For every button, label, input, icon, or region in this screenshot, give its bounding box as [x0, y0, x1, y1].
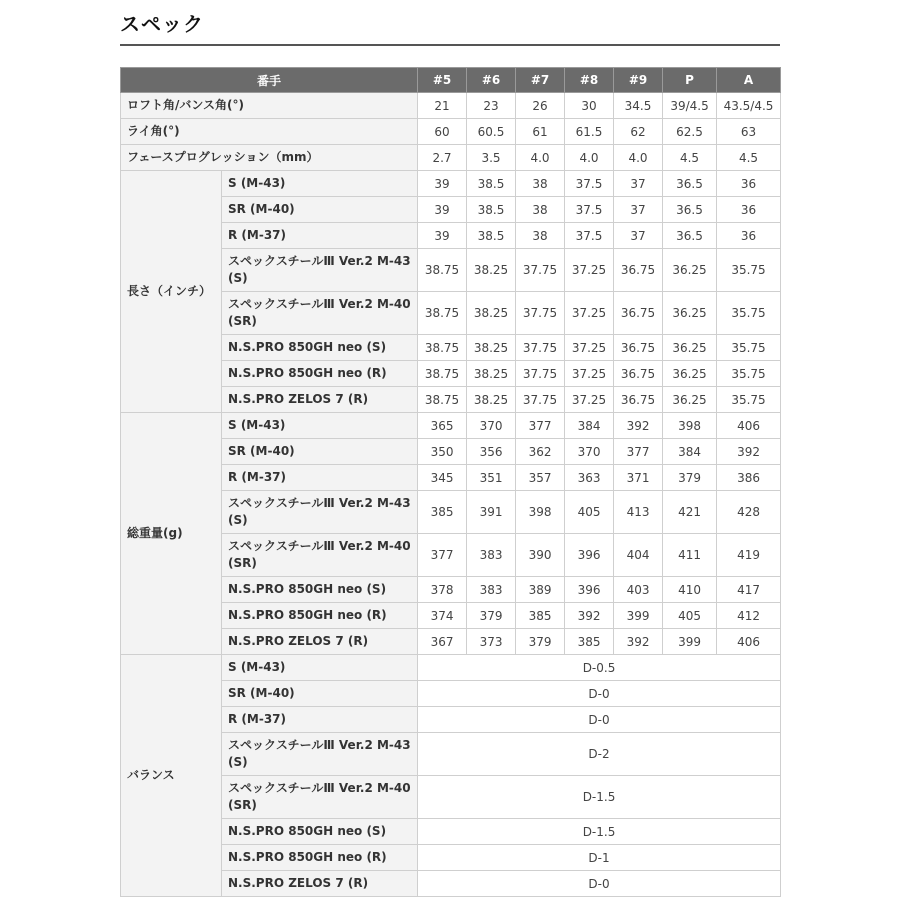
length-value: 38.5 [467, 197, 516, 223]
spec-row [121, 93, 781, 119]
header-club: #7 [516, 68, 565, 93]
header-club: #5 [418, 68, 467, 93]
weight-value: 389 [516, 577, 565, 603]
length-value: 36.25 [663, 249, 717, 292]
length-value: 38.25 [467, 387, 516, 413]
length-value: 38.75 [418, 361, 467, 387]
title-divider [120, 44, 780, 46]
weight-value: 350 [418, 439, 467, 465]
shaft-label: スペックスチールⅢ Ver.2 M-40 (SR) [222, 776, 418, 819]
length-value: 37.25 [565, 335, 614, 361]
balance-group-label: バランス [121, 655, 222, 897]
length-value: 38.25 [467, 361, 516, 387]
weight-value: 405 [565, 491, 614, 534]
shaft-label: スペックスチールⅢ Ver.2 M-40 (SR) [222, 534, 418, 577]
length-value: 35.75 [717, 292, 781, 335]
shaft-label: S (M-43) [222, 413, 418, 439]
weight-value: 357 [516, 465, 565, 491]
length-value: 37.5 [565, 197, 614, 223]
spec-value: 60.5 [467, 119, 516, 145]
spec-label: ライ角(°) [121, 119, 418, 145]
length-value: 36.75 [614, 292, 663, 335]
shaft-label: スペックスチールⅢ Ver.2 M-40 (SR) [222, 292, 418, 335]
weight-value: 385 [418, 491, 467, 534]
spec-value: 23 [467, 93, 516, 119]
shaft-label: N.S.PRO 850GH neo (S) [222, 819, 418, 845]
shaft-label: S (M-43) [222, 171, 418, 197]
weight-value: 391 [467, 491, 516, 534]
weight-value: 379 [663, 465, 717, 491]
length-value: 36.75 [614, 335, 663, 361]
length-value: 36 [717, 171, 781, 197]
balance-value: D-1 [418, 845, 781, 871]
weight-value: 411 [663, 534, 717, 577]
length-value: 38.75 [418, 387, 467, 413]
length-value: 39 [418, 171, 467, 197]
length-value: 36.75 [614, 361, 663, 387]
header-club: #6 [467, 68, 516, 93]
weight-value: 373 [467, 629, 516, 655]
length-value: 37.75 [516, 387, 565, 413]
weight-value: 383 [467, 534, 516, 577]
length-value: 38.75 [418, 292, 467, 335]
weight-value: 371 [614, 465, 663, 491]
length-value: 38 [516, 223, 565, 249]
weight-value: 405 [663, 603, 717, 629]
weight-value: 403 [614, 577, 663, 603]
weight-value: 399 [614, 603, 663, 629]
weight-value: 362 [516, 439, 565, 465]
length-value: 36.5 [663, 171, 717, 197]
balance-value: D-2 [418, 733, 781, 776]
balance-value: D-0 [418, 871, 781, 897]
spec-value: 62 [614, 119, 663, 145]
length-value: 37.25 [565, 361, 614, 387]
spec-value: 34.5 [614, 93, 663, 119]
weight-value: 379 [467, 603, 516, 629]
weight-value: 363 [565, 465, 614, 491]
spec-table [120, 67, 781, 897]
length-value: 37.5 [565, 223, 614, 249]
weight-value: 383 [467, 577, 516, 603]
spec-row [121, 145, 781, 171]
balance-value: D-1.5 [418, 819, 781, 845]
weight-value: 374 [418, 603, 467, 629]
header-club: P [663, 68, 717, 93]
spec-row [121, 119, 781, 145]
spec-value: 63 [717, 119, 781, 145]
weight-value: 377 [614, 439, 663, 465]
length-row [121, 171, 781, 197]
spec-value: 21 [418, 93, 467, 119]
shaft-label: N.S.PRO ZELOS 7 (R) [222, 387, 418, 413]
weight-value: 410 [663, 577, 717, 603]
balance-row [121, 655, 781, 681]
length-value: 37 [614, 223, 663, 249]
length-value: 36.75 [614, 249, 663, 292]
weight-value: 417 [717, 577, 781, 603]
shaft-label: R (M-37) [222, 707, 418, 733]
weight-value: 385 [565, 629, 614, 655]
length-value: 35.75 [717, 361, 781, 387]
length-value: 36.75 [614, 387, 663, 413]
weight-value: 428 [717, 491, 781, 534]
spec-value: 3.5 [467, 145, 516, 171]
length-value: 37.5 [565, 171, 614, 197]
length-value: 38.75 [418, 335, 467, 361]
length-value: 39 [418, 223, 467, 249]
spec-label: ロフト角/バンス角(°) [121, 93, 418, 119]
length-value: 38 [516, 197, 565, 223]
weight-value: 396 [565, 577, 614, 603]
weight-value: 392 [717, 439, 781, 465]
length-value: 38 [516, 171, 565, 197]
weight-value: 413 [614, 491, 663, 534]
spec-value: 30 [565, 93, 614, 119]
weight-value: 377 [516, 413, 565, 439]
weight-row [121, 413, 781, 439]
weight-value: 399 [663, 629, 717, 655]
balance-value: D-1.5 [418, 776, 781, 819]
weight-value: 392 [565, 603, 614, 629]
header-club-label: 番手 [121, 68, 418, 93]
length-value: 39 [418, 197, 467, 223]
spec-value: 62.5 [663, 119, 717, 145]
weight-value: 384 [565, 413, 614, 439]
spec-value: 4.0 [565, 145, 614, 171]
length-value: 35.75 [717, 335, 781, 361]
length-value: 38.5 [467, 223, 516, 249]
length-value: 36.25 [663, 292, 717, 335]
spec-value: 61 [516, 119, 565, 145]
weight-value: 392 [614, 629, 663, 655]
weight-value: 398 [516, 491, 565, 534]
shaft-label: N.S.PRO 850GH neo (S) [222, 335, 418, 361]
spec-value: 4.0 [614, 145, 663, 171]
weight-value: 392 [614, 413, 663, 439]
length-value: 36 [717, 197, 781, 223]
weight-value: 351 [467, 465, 516, 491]
shaft-label: SR (M-40) [222, 197, 418, 223]
length-value: 36.25 [663, 361, 717, 387]
length-value: 37 [614, 197, 663, 223]
length-value: 37.25 [565, 249, 614, 292]
spec-value: 2.7 [418, 145, 467, 171]
weight-value: 386 [717, 465, 781, 491]
weight-value: 385 [516, 603, 565, 629]
balance-value: D-0 [418, 707, 781, 733]
shaft-label: スペックスチールⅢ Ver.2 M-43 (S) [222, 249, 418, 292]
spec-value: 39/4.5 [663, 93, 717, 119]
spec-value: 4.0 [516, 145, 565, 171]
shaft-label: SR (M-40) [222, 439, 418, 465]
length-value: 36.25 [663, 387, 717, 413]
shaft-label: N.S.PRO 850GH neo (R) [222, 361, 418, 387]
weight-value: 384 [663, 439, 717, 465]
header-row [121, 68, 781, 93]
weight-value: 419 [717, 534, 781, 577]
weight-value: 404 [614, 534, 663, 577]
balance-value: D-0 [418, 681, 781, 707]
length-value: 38.5 [467, 171, 516, 197]
length-value: 38.25 [467, 335, 516, 361]
spec-value: 26 [516, 93, 565, 119]
length-value: 36.5 [663, 223, 717, 249]
header-club: #9 [614, 68, 663, 93]
balance-value: D-0.5 [418, 655, 781, 681]
length-value: 37.75 [516, 249, 565, 292]
length-group-label: 長さ（インチ） [121, 171, 222, 413]
weight-value: 379 [516, 629, 565, 655]
length-value: 37.75 [516, 335, 565, 361]
weight-value: 398 [663, 413, 717, 439]
shaft-label: N.S.PRO 850GH neo (R) [222, 603, 418, 629]
length-value: 37.75 [516, 361, 565, 387]
spec-value: 60 [418, 119, 467, 145]
shaft-label: S (M-43) [222, 655, 418, 681]
length-value: 38.25 [467, 292, 516, 335]
shaft-label: R (M-37) [222, 223, 418, 249]
length-value: 36 [717, 223, 781, 249]
weight-group-label: 総重量(g) [121, 413, 222, 655]
length-value: 37.25 [565, 292, 614, 335]
header-club: #8 [565, 68, 614, 93]
length-value: 38.25 [467, 249, 516, 292]
spec-label: フェースプログレッション（mm） [121, 145, 418, 171]
length-value: 35.75 [717, 387, 781, 413]
weight-value: 390 [516, 534, 565, 577]
weight-value: 377 [418, 534, 467, 577]
weight-value: 406 [717, 629, 781, 655]
weight-value: 406 [717, 413, 781, 439]
shaft-label: N.S.PRO ZELOS 7 (R) [222, 629, 418, 655]
weight-value: 396 [565, 534, 614, 577]
length-value: 37.75 [516, 292, 565, 335]
page-title: スペック [120, 12, 204, 36]
shaft-label: スペックスチールⅢ Ver.2 M-43 (S) [222, 491, 418, 534]
spec-value: 43.5/4.5 [717, 93, 781, 119]
spec-value: 4.5 [717, 145, 781, 171]
length-value: 35.75 [717, 249, 781, 292]
spec-value: 4.5 [663, 145, 717, 171]
length-value: 37 [614, 171, 663, 197]
spec-value: 61.5 [565, 119, 614, 145]
length-value: 36.5 [663, 197, 717, 223]
weight-value: 367 [418, 629, 467, 655]
length-value: 37.25 [565, 387, 614, 413]
weight-value: 412 [717, 603, 781, 629]
length-value: 38.75 [418, 249, 467, 292]
shaft-label: R (M-37) [222, 465, 418, 491]
weight-value: 421 [663, 491, 717, 534]
shaft-label: N.S.PRO 850GH neo (R) [222, 845, 418, 871]
weight-value: 356 [467, 439, 516, 465]
weight-value: 370 [467, 413, 516, 439]
shaft-label: SR (M-40) [222, 681, 418, 707]
shaft-label: N.S.PRO ZELOS 7 (R) [222, 871, 418, 897]
shaft-label: スペックスチールⅢ Ver.2 M-43 (S) [222, 733, 418, 776]
header-club: A [717, 68, 781, 93]
weight-value: 365 [418, 413, 467, 439]
length-value: 36.25 [663, 335, 717, 361]
shaft-label: N.S.PRO 850GH neo (S) [222, 577, 418, 603]
weight-value: 370 [565, 439, 614, 465]
weight-value: 378 [418, 577, 467, 603]
weight-value: 345 [418, 465, 467, 491]
